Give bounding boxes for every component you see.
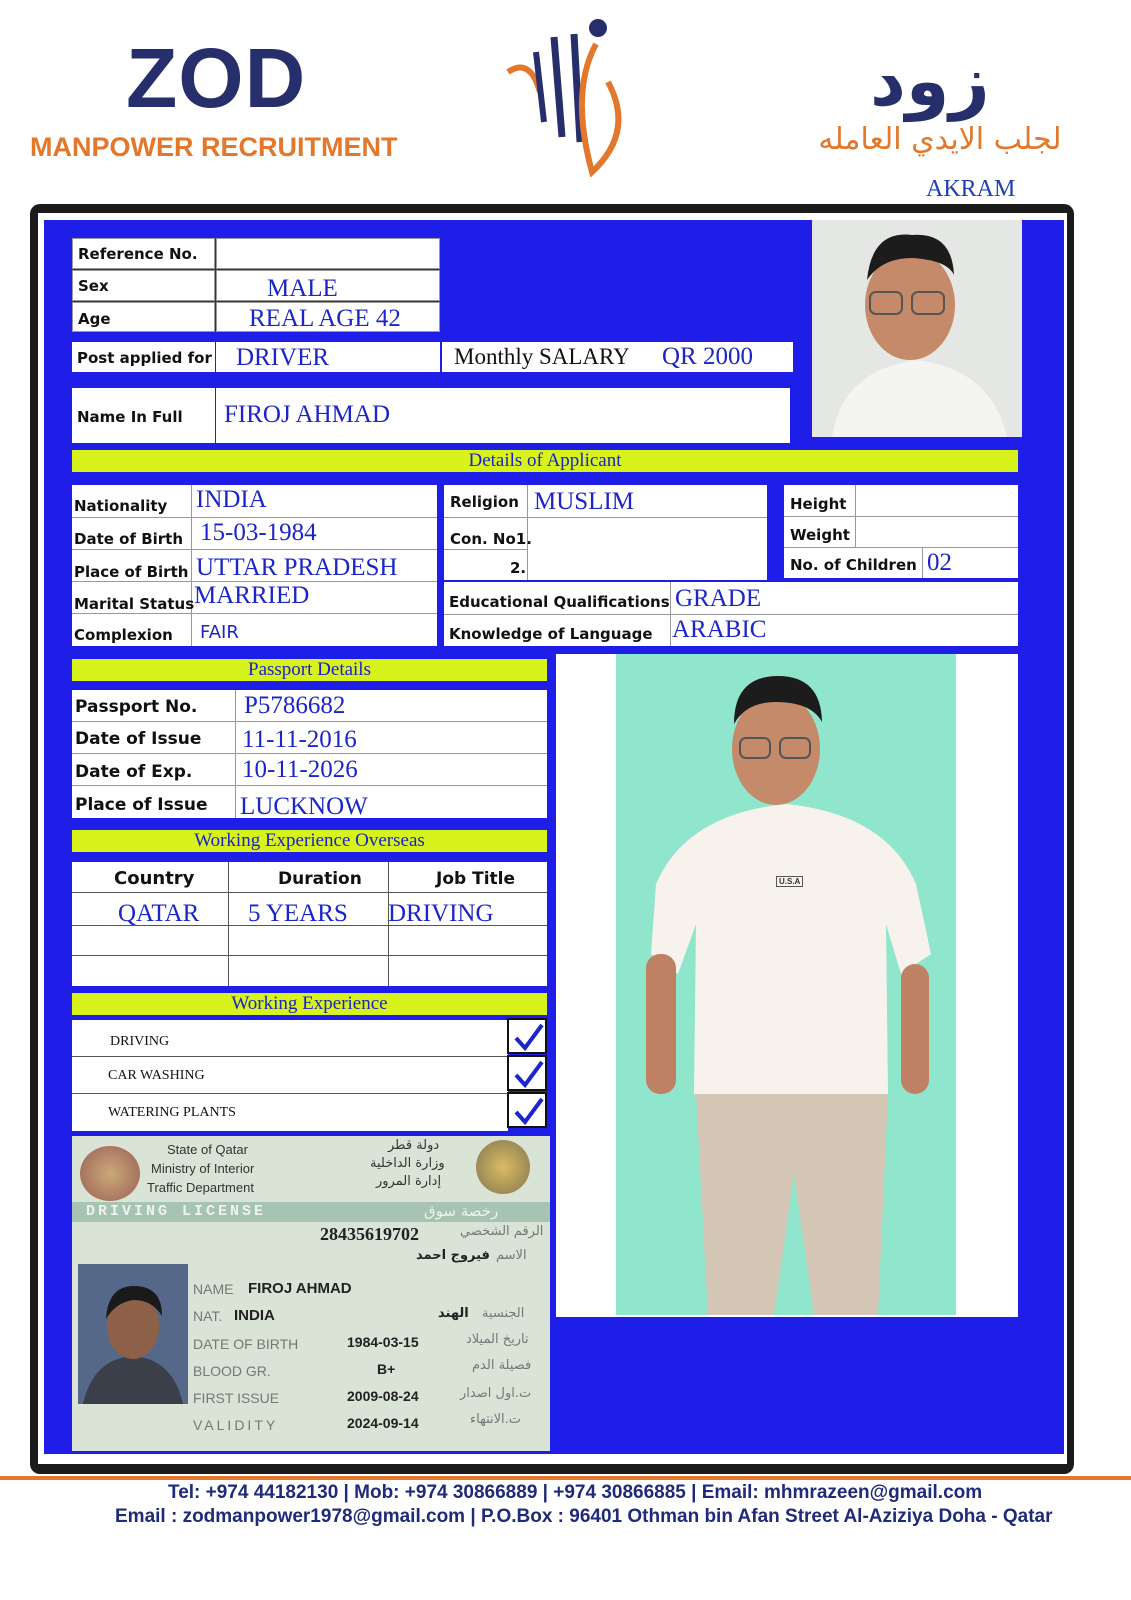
license-name-ar-value: فيروج احمد: [416, 1248, 490, 1263]
license-ministry-en: Ministry of Interior: [151, 1161, 255, 1176]
salary-cell: [442, 342, 793, 372]
education-value: GRADE: [675, 585, 762, 612]
name-value-cell: [216, 388, 790, 443]
row-divider: [72, 549, 437, 550]
overseas-header-duration: Duration: [278, 869, 362, 889]
row-divider: [72, 613, 437, 614]
license-blood-value: B+: [377, 1361, 396, 1377]
experience-item-watering: WATERING PLANTS: [108, 1105, 236, 1120]
children-label: No. of Children: [790, 556, 917, 574]
age-value-cell: [216, 302, 440, 332]
height-label: Height: [790, 495, 847, 513]
cell-divider: [922, 547, 923, 578]
license-validity-value: 2024-09-14: [347, 1415, 419, 1431]
cell-divider: [527, 485, 528, 517]
company-emblem-icon: [500, 12, 640, 182]
reference-label-cell: [72, 238, 215, 269]
license-first-issue-label: FIRST ISSUE: [193, 1390, 280, 1406]
license-gcc-icon: [476, 1140, 530, 1194]
experience-item-car-washing: CAR WASHING: [108, 1068, 205, 1083]
license-emblem-icon: [80, 1146, 140, 1201]
religion-label: Religion: [450, 493, 519, 511]
name-label: Name In Full: [77, 408, 183, 426]
salary-value: QR 2000: [662, 343, 753, 370]
license-dob-value: 1984-03-15: [347, 1334, 419, 1350]
post-label-cell: [72, 342, 215, 372]
row-divider: [444, 614, 1018, 615]
passport-exp-label: Date of Exp.: [75, 762, 193, 782]
license-ministry-ar: وزارة الداخلية: [370, 1156, 445, 1171]
license-nat-label: NAT.: [193, 1308, 223, 1324]
nationality-value: INDIA: [196, 486, 267, 513]
license-state-ar: دولة قطر: [388, 1138, 440, 1153]
check-icon: [513, 1096, 545, 1126]
sex-label-cell: [72, 270, 215, 301]
passport-place-label: Place of Issue: [75, 795, 208, 815]
license-nat-ar-value: الهند: [438, 1306, 469, 1321]
name-label-cell: [72, 388, 215, 443]
overseas-country-value: QATAR: [118, 900, 200, 927]
overseas-jobtitle-value: DRIVING: [388, 900, 494, 927]
overseas-section-header: [72, 830, 547, 852]
license-dob-ar-label: تاريخ الميلاد: [466, 1332, 529, 1347]
passport-number-label: Passport No.: [75, 697, 198, 717]
passport-exp-value: 10-11-2026: [242, 756, 358, 783]
sex-value-cell: [216, 270, 440, 301]
license-validity-ar-label: ت.الانتهاء: [470, 1412, 522, 1427]
passport-number-value: P5786682: [244, 692, 346, 719]
company-arabic-logo: زود: [870, 40, 990, 122]
license-first-issue-ar-label: ت.اول اصدار: [460, 1386, 532, 1401]
education-label: Educational Qualifications: [449, 593, 670, 611]
row-divider: [72, 892, 547, 893]
age-value: REAL AGE 42: [249, 305, 401, 332]
experience-section-title: Working Experience: [231, 993, 388, 1014]
marital-value: MARRIED: [194, 582, 310, 609]
row-divider: [444, 517, 767, 518]
row-divider: [72, 955, 547, 956]
company-subtitle: MANPOWER RECRUITMENT: [30, 132, 398, 162]
license-blood-label: BLOOD GR.: [193, 1363, 271, 1379]
overseas-header-jobtitle: Job Title: [436, 869, 515, 889]
row-divider: [444, 549, 528, 550]
sex-label: Sex: [78, 277, 109, 295]
license-nat-ar-label: الجنسية: [482, 1306, 525, 1321]
company-arabic-subtitle: لجلب الايدي العامله: [818, 122, 1062, 157]
driving-license-image: [72, 1136, 550, 1451]
license-first-issue-value: 2009-08-24: [347, 1388, 419, 1404]
overseas-header-country: Country: [114, 868, 195, 889]
complexion-value: FAIR: [200, 622, 239, 643]
experience-checkbox-2[interactable]: [507, 1055, 547, 1091]
license-title-en: DRIVING LICENSE: [86, 1203, 267, 1220]
nationality-label: Nationality: [74, 497, 168, 515]
license-id-label-ar: الرقم الشخصي: [460, 1224, 544, 1239]
age-label: Age: [78, 310, 111, 328]
footer-divider: [0, 1476, 1131, 1480]
applicant-portrait-photo: [812, 220, 1022, 437]
details-section-title: Details of Applicant: [468, 450, 622, 471]
check-icon: [513, 1022, 545, 1052]
experience-section-header: [72, 993, 547, 1015]
name-value: FIROJ AHMAD: [224, 401, 391, 428]
row-divider: [72, 517, 437, 518]
passport-issue-label: Date of Issue: [75, 729, 202, 749]
row-divider: [72, 1056, 508, 1057]
children-value: 02: [927, 549, 952, 576]
marital-label: Marital Status: [74, 595, 195, 613]
con1-label: Con. No1.: [450, 530, 532, 548]
license-blood-ar-label: فصيلة الدم: [472, 1358, 532, 1373]
cell-divider: [235, 690, 236, 818]
post-label: Post applied for: [77, 349, 212, 367]
experience-item-driving: DRIVING: [110, 1034, 170, 1049]
company-logo-text: ZOD: [126, 31, 307, 125]
license-nat-value: INDIA: [234, 1307, 275, 1324]
passport-section-title: Passport Details: [248, 659, 371, 680]
row-divider: [72, 721, 547, 722]
row-divider: [784, 547, 1018, 548]
footer-contact-line: Tel: +974 44182130 | Mob: +974 30866889 | +974 30866885 | Email: mhmrazeen@gmail.com: [168, 1482, 983, 1503]
details-section-header: [72, 450, 1018, 472]
shirt-print-text: U.S.A: [776, 876, 803, 887]
license-validity-label: VALIDITY: [193, 1417, 279, 1433]
license-state-en: State of Qatar: [167, 1142, 248, 1157]
passport-issue-value: 11-11-2016: [242, 726, 357, 753]
salary-label: Monthly SALARY: [454, 344, 630, 369]
license-title-ar: رخصة سوق: [424, 1202, 499, 1220]
row-divider: [72, 785, 547, 786]
experience-checkbox-3[interactable]: [507, 1092, 547, 1128]
religion-value: MUSLIM: [534, 488, 635, 515]
overseas-duration-value: 5 YEARS: [248, 900, 348, 927]
license-holder-photo: [78, 1264, 188, 1404]
post-value-cell: [216, 342, 440, 372]
check-icon: [513, 1059, 545, 1089]
reference-value-cell: [216, 238, 440, 269]
agent-name: AKRAM: [926, 176, 1016, 202]
row-divider: [784, 516, 1018, 517]
license-dept-en: Traffic Department: [147, 1180, 254, 1195]
license-dept-ar: إدارة المرور: [376, 1174, 442, 1189]
sex-value: MALE: [267, 275, 338, 302]
row-divider: [72, 1093, 508, 1094]
license-id-number: 28435619702: [320, 1224, 419, 1244]
dob-label: Date of Birth: [74, 530, 184, 548]
cell-divider: [228, 862, 229, 986]
weight-label: Weight: [790, 526, 850, 544]
pob-label: Place of Birth: [74, 563, 189, 581]
footer-address-line: Email : zodmanpower1978@gmail.com | P.O.Box : 96401 Othman bin Afan Street Al-Aziziya Doha - Qatar: [115, 1506, 1053, 1527]
complexion-label: Complexion: [74, 626, 173, 644]
license-name-ar-label: الاسم: [496, 1248, 527, 1263]
applicant-full-body-photo: [616, 654, 956, 1315]
license-name-value: FIROJ AHMAD: [248, 1280, 352, 1297]
dob-value: 15-03-1984: [200, 519, 317, 546]
overseas-section-title: Working Experience Overseas: [194, 830, 425, 851]
details-left-divider: [191, 485, 192, 646]
license-dob-label: DATE OF BIRTH: [193, 1336, 299, 1352]
license-name-label: NAME: [193, 1281, 234, 1297]
post-value: DRIVER: [236, 344, 330, 371]
reference-label: Reference No.: [78, 245, 198, 263]
pob-value: UTTAR PRADESH: [196, 554, 398, 581]
con2-label: 2.: [510, 559, 527, 577]
language-value: ARABIC: [672, 616, 767, 643]
passport-section-header: [72, 659, 547, 681]
passport-place-value: LUCKNOW: [240, 793, 368, 820]
experience-checkbox-1[interactable]: [507, 1018, 547, 1054]
age-label-cell: [72, 302, 215, 332]
language-label: Knowledge of Language: [449, 625, 653, 643]
